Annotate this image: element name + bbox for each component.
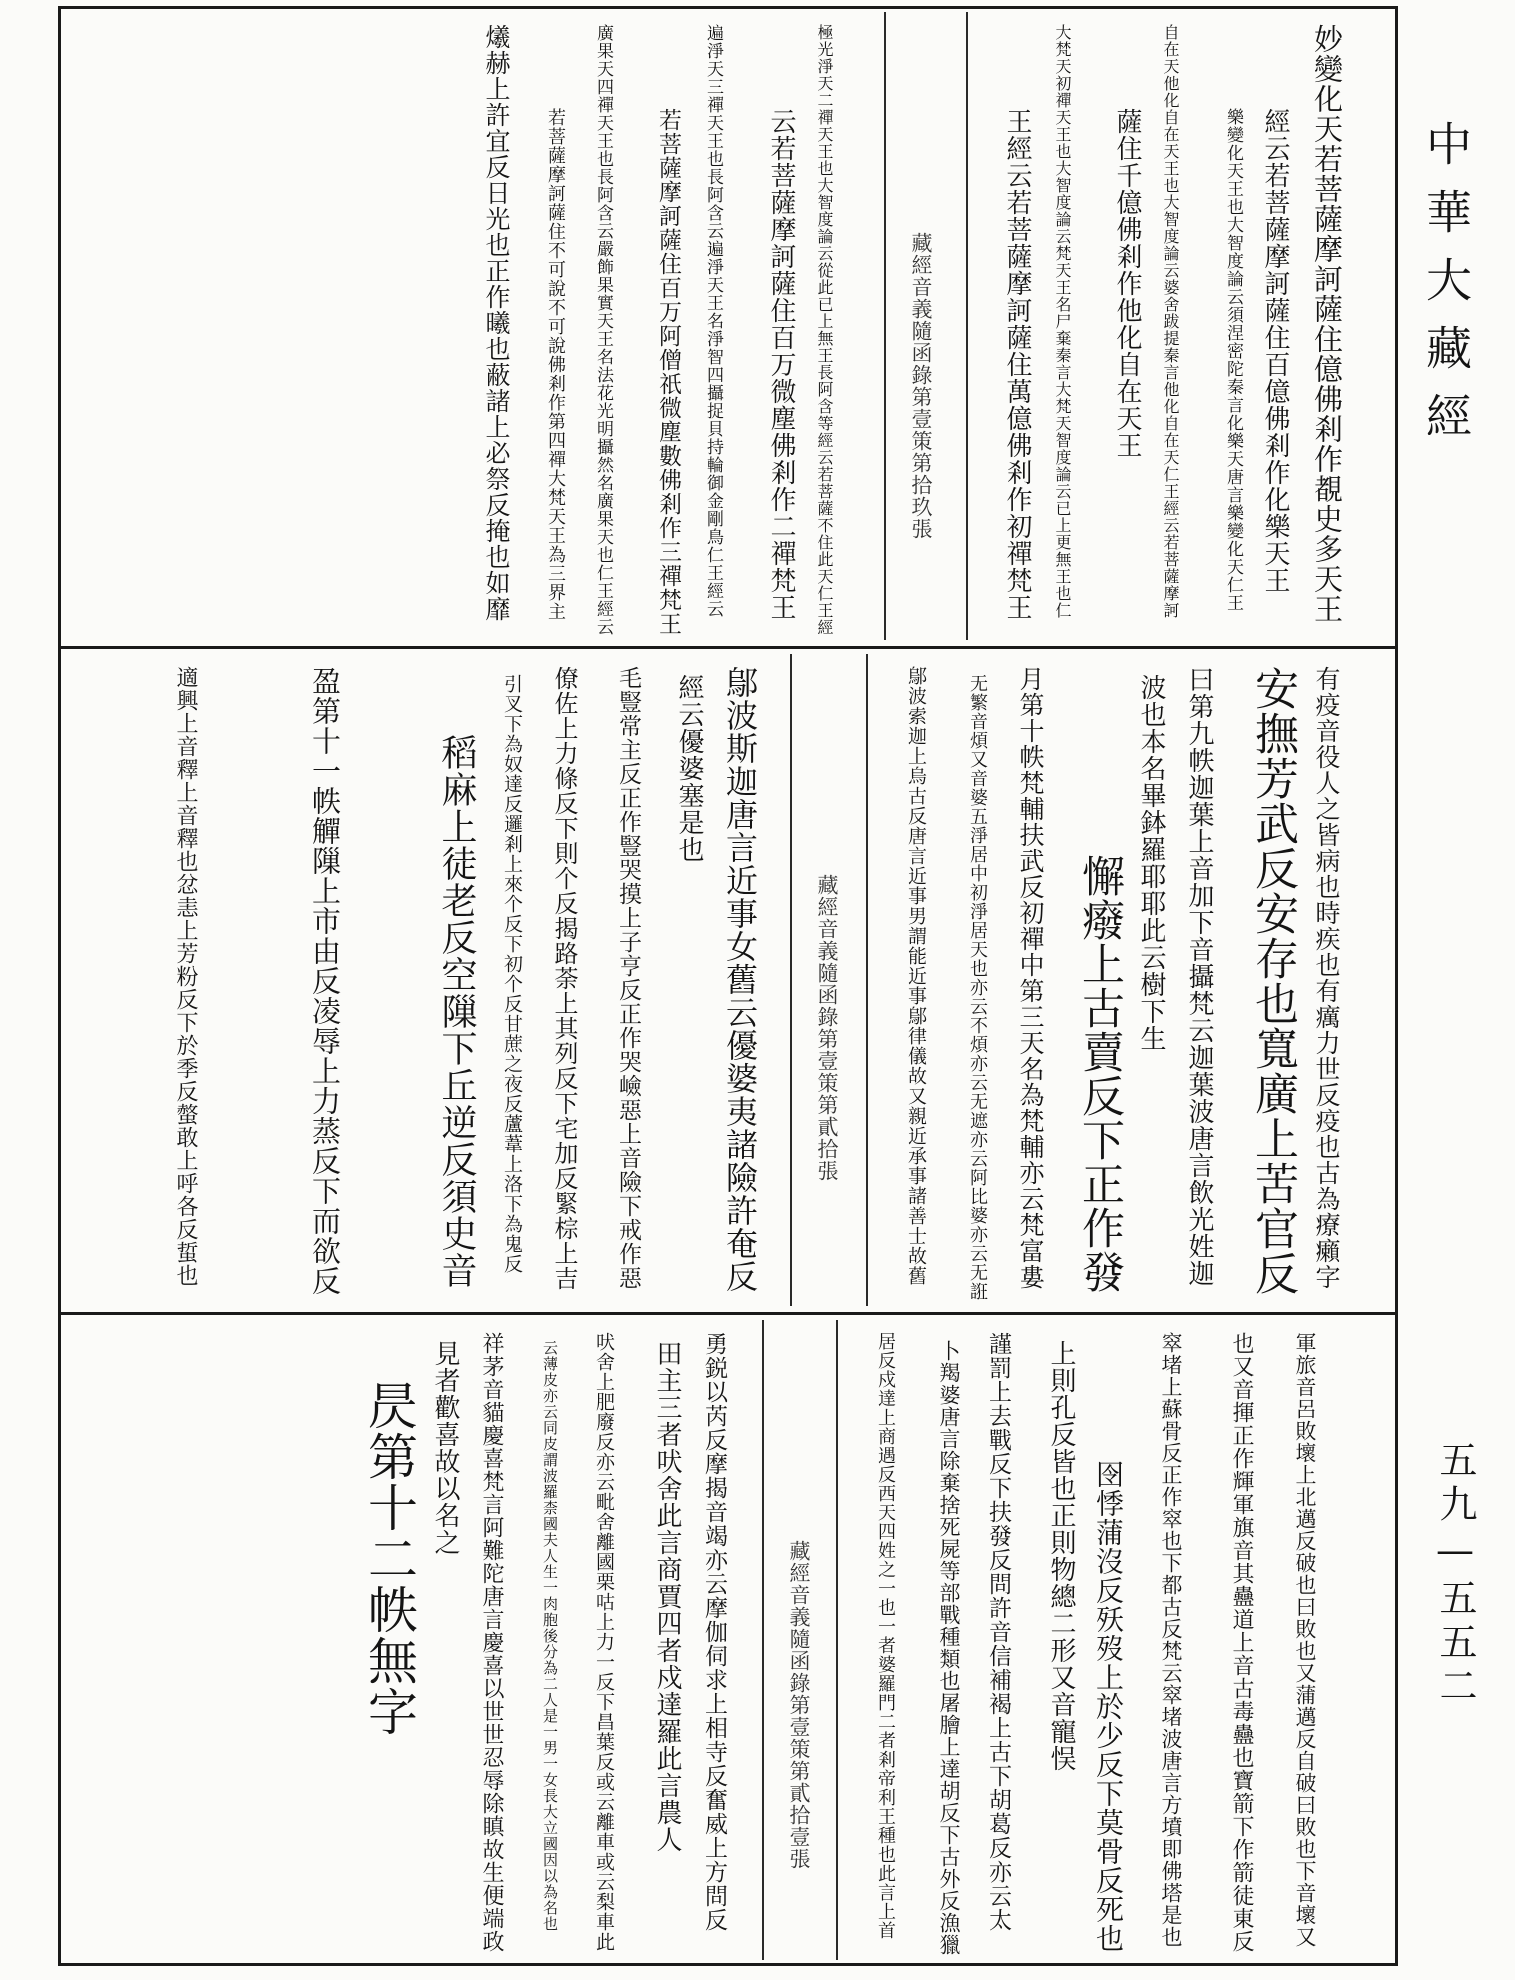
column: 有疫音役人之皆病也時疾也有癘力世反疫也古為療癩字 [1312,666,1341,1290]
column: 也又音揮正作輝軍旗音其蠱道上音古毒蠱也寶箭下作箭徒東反 [1229,1332,1254,1953]
column: 薩住千億佛剎作他化自在天王 [1112,108,1142,459]
column: 極光淨天二禪天王也大智度論云從此已上無王長阿含等經云若菩薩不住此天仁王經 [815,24,834,636]
column: 吠舍上肥廢反亦云毗舍離國栗咕上力一反下昌葉反或云離車或云梨車此 [593,1332,615,1952]
column: 鄔波索迦上烏古反唐言近事男謂能近事鄔律儀故又親近承事諸善士故舊 [905,666,927,1286]
column: 經云若菩薩摩訶薩住百億佛剎作化樂天王 [1260,108,1290,594]
column: 月第十帙梵輔扶武反初禪中第三天名為梵輔亦云梵富婁 [1016,666,1045,1290]
column: 窣堵上蘇骨反正作窣也下都古反梵云窣堵波唐言方墳即佛塔是也 [1159,1332,1183,1948]
collection-title: 中華大藏經 [1419,120,1473,460]
column: 鄔波斯迦唐言近事女舊云優婆夷諸險許奄反 [721,666,759,1293]
column: 引叉下為奴達反邏剎上來个反下初个反甘蔗之夜反蘆葦上洛下為鬼反 [501,674,523,1274]
column: 軍旅音呂敗壞上北邁反破也曰敗也又蒲邁反自破曰敗也下音壞又 [1293,1332,1317,1948]
column: 云薄皮亦云同皮謂波羅柰國夫人生一肉胞後分為二人是一男一女長大立國因以為名也 [541,1340,559,1932]
section-separator [790,654,792,1306]
column: 若菩薩摩訶薩住不可說不可說佛剎作第四禪大梵天王為三界主 [545,108,566,621]
column: 波也本名畢鉢羅耶耶此云樹下生 [1136,674,1166,1052]
section-separator [966,12,968,640]
column: 懈癈上古賣反下正作發 [1075,854,1125,1294]
panel-divider [58,646,1398,649]
column: 爔赫上許宜反日光也正作曦也蔽諸上必祭反掩也如靡 [482,24,511,622]
column: 毛豎常主反正作豎哭摸上子亨反正作哭嶮惡上音險下戒作惡 [615,666,641,1290]
section-separator [884,12,886,640]
column: 居反戍達上商遇反西天四姓之一也一者婆羅門二者剎帝利王種也此言上首 [875,1332,896,1940]
section-header: 藏經音義隨函錄第壹策第貳拾壹張 [787,1540,811,1870]
page-number: 五九—五五二 [1433,1440,1477,1710]
column: 祥茅音貓慶喜梵言阿難陀唐言慶喜以世世忍辱除瞋故生便端政 [479,1332,504,1953]
column: 勇鋭以芮反摩揭音竭亦云摩伽伺求上相寺反奮威上方問反 [701,1332,727,1932]
column: 適興上音釋上音釋也忿恚上芳粉反下於季反螫敢上呼各反蜇也 [173,666,198,1287]
column: 曰第九帙迦葉上音加下音攝梵云迦葉波唐言飲光姓迦 [1184,666,1214,1287]
column: 稻麻上徒老反空隟下丘逆反須史音 [436,734,477,1289]
column: 謹罰上去戰反下扶發反問許音信補褐上古下胡葛反亦云太 [985,1332,1011,1932]
column: 經云優婆塞是也 [674,674,704,863]
column: 安撫芳武反安存也寬廣上苦官反 [1247,666,1298,1296]
section-separator [866,654,868,1306]
column: 囹悸蒲沒反殀歿上於少反下莫骨反死也 [1092,1460,1125,1953]
column: 云若菩薩摩訶薩住百万微塵佛剎作二禪梵王 [766,108,796,621]
column: 田主三者吠舍此言商賈四者戍達羅此言農人 [652,1340,682,1853]
column: 大梵天初禪天王也大智度論云梵天王名尸棄秦言大梵天智度論云已上更無王也仁 [1053,24,1072,619]
column: 上則孔反皆也正則物總二形又音寵悮 [1046,1340,1076,1772]
column: 見者歡喜故以名之 [430,1340,460,1556]
panel-middle [64,654,1392,1306]
column: 昃第十二帙無字 [360,1380,418,1737]
column: 廣果天四禪天王也長阿含云嚴飾果實天王名法花光明攝然名廣果天也仁王經云 [593,24,613,636]
column: 王經云若菩薩摩訶薩住萬億佛剎作初禪梵王 [1002,108,1032,621]
section-separator [762,1320,764,1960]
column: 无繁音煩又音婆五淨居中初淨居天也亦云不煩亦云无遮亦云阿比婆亦云无誑 [967,674,988,1301]
section-header: 藏經音義隨函錄第壹策第貳拾張 [815,874,839,1182]
column: 卜羯婆唐言除棄捨死屍等部戰種類也屠膾上達胡反下古外反漁獵 [937,1340,961,1956]
column: 僚佐上力條反下則个反揭路荼上其列反下宅加反緊棕上吉 [550,666,578,1291]
section-separator [836,1320,838,1960]
panel-divider [58,1312,1398,1315]
column: 妙變化天若菩薩摩訶薩住億佛剎作覩史多天王 [1310,24,1344,624]
column: 樂變化天王也大智度論云須涅密陀秦言化樂天唐言樂變化天仁王 [1223,108,1243,612]
panel-bottom [64,1320,1392,1960]
column: 自在天他化自在天王也大智度論云婆舍跋提秦言他化自在天仁王經云若菩薩摩訶 [1161,24,1180,619]
column: 盈第十一帙觶隟上市由反凌辱上力蒸反下而欲反 [308,666,342,1296]
panel-top [64,12,1392,640]
column: 若菩薩摩訶薩住百万阿僧祇微塵數佛剎作三禪梵王 [655,108,681,636]
column: 遍淨天三禪天王也長阿含云遍淨天王名淨智四攝捉貝持輪御金剛鳥仁王經云 [703,24,723,618]
section-header: 藏經音義隨函錄第壹策第拾玖張 [909,232,933,540]
